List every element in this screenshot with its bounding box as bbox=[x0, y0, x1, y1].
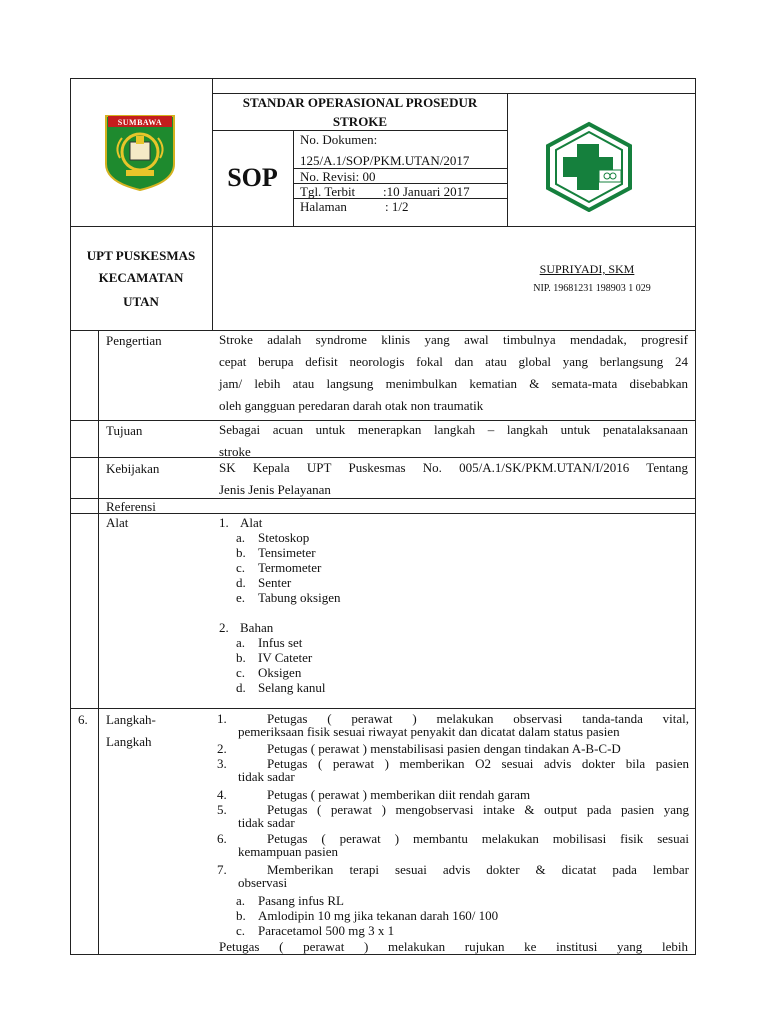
group-title-alat: Alat bbox=[240, 515, 263, 530]
group-number: 1. bbox=[219, 515, 229, 530]
sop-label: SOP bbox=[227, 163, 278, 192]
doc-number-value: 125/A.1/SOP/PKM.UTAN/2017 bbox=[300, 153, 470, 168]
list-item: a. Infus set bbox=[236, 635, 303, 650]
list-item: d. Selang kanul bbox=[236, 680, 326, 695]
row-label-referensi: Referensi bbox=[106, 499, 156, 514]
row-label-langkah: Langkah- bbox=[106, 712, 156, 727]
list-item: a. Pasang infus RL bbox=[236, 893, 344, 908]
organization-line2: KECAMATAN bbox=[98, 270, 184, 285]
issue-date-value: :10 Januari 2017 bbox=[383, 184, 470, 199]
list-item: d. Senter bbox=[236, 575, 292, 590]
kebijakan-text bbox=[219, 457, 688, 501]
procedure-step: 7. Memberikan terapi sesuai advis dokter & dicatat pada lembar observasi bbox=[217, 862, 689, 890]
page-value: : 1/2 bbox=[385, 199, 409, 214]
puskesmas-logo bbox=[541, 120, 637, 212]
referral-line: Petugas ( perawat ) melakukan rujukan ke institusi yang lebih bbox=[219, 939, 688, 954]
list-item: e. Tabung oksigen bbox=[236, 590, 341, 605]
regency-logo-banner: SUMBAWA bbox=[117, 118, 163, 127]
tujuan-line: stroke bbox=[219, 444, 251, 459]
page-label: Halaman bbox=[300, 199, 347, 214]
doc-number-label: No. Dokumen: bbox=[300, 132, 378, 147]
row-number: 6. bbox=[78, 712, 88, 727]
row-label-langkah-2: Langkah bbox=[106, 734, 152, 749]
list-item: c. Oksigen bbox=[236, 665, 302, 680]
tujuan-line: Sebagai acuan untuk menerapkan langkah – langkah untuk penatalaksanaan bbox=[219, 422, 688, 437]
issue-date-label: Tgl. Terbit bbox=[300, 184, 356, 199]
row-label-tujuan: Tujuan bbox=[106, 423, 143, 438]
list-item: c. Termometer bbox=[236, 560, 322, 575]
organization-line1: UPT PUSKESMAS bbox=[86, 248, 196, 263]
list-item: b. Amlodipin 10 mg jika tekanan darah 160/ 100 bbox=[236, 908, 499, 923]
procedure-step: 2. Petugas ( perawat ) menstabilisasi pasien dengan tindakan A-B-C-D bbox=[217, 741, 621, 756]
alat-list bbox=[236, 530, 341, 605]
procedure-step: 3. Petugas ( perawat ) memberikan O2 sesuai advis dokter bila pasien tidak sadar bbox=[217, 756, 689, 784]
pengertian-line: jam/ lebih atau langsung menimbulkan kematian & semata-mata disebabkan bbox=[219, 376, 688, 391]
list-item: b. Tensimeter bbox=[236, 545, 316, 560]
regency-logo bbox=[102, 112, 178, 192]
signer-nip: NIP. 19681231 198903 1 029 bbox=[533, 283, 651, 294]
revision-number: No. Revisi: 00 bbox=[300, 169, 376, 184]
row-label-alat: Alat bbox=[106, 515, 129, 530]
pengertian-line: oleh gangguan peredaran darah otak non traumatik bbox=[219, 398, 484, 413]
procedure-step: 5. Petugas ( perawat ) mengobservasi intake & output pada pasien yang tidak sadar bbox=[217, 802, 689, 830]
row-label-kebijakan: Kebijakan bbox=[106, 461, 160, 476]
list-item: b. IV Cateter bbox=[236, 650, 313, 665]
procedure-step: 1. Petugas ( perawat ) melakukan observasi tanda-tanda vital, pemeriksaan fisik sesuai riwayat penyakit dan dicatat dalam status pasien bbox=[217, 711, 689, 739]
document-title: STANDAR OPERASIONAL PROSEDUR bbox=[242, 95, 478, 110]
group-number: 2. bbox=[219, 620, 229, 635]
signer-name: SUPRIYADI, SKM bbox=[539, 262, 635, 276]
procedure-step: 6. Petugas ( perawat ) membantu melakukan mobilisasi fisik sesuai kemampuan pasien bbox=[217, 831, 689, 859]
medication-list bbox=[236, 893, 498, 938]
organization-line3: UTAN bbox=[123, 294, 159, 309]
group-title-bahan: Bahan bbox=[240, 620, 274, 635]
pengertian-line: cepat berupa defisit neorologis fokal dan atau global yang berlangsung 24 bbox=[219, 354, 688, 369]
list-item: a. Stetoskop bbox=[236, 530, 310, 545]
row-label-pengertian: Pengertian bbox=[106, 333, 162, 348]
pengertian-text bbox=[219, 329, 688, 417]
kebijakan-line: Jenis Jenis Pelayanan bbox=[219, 482, 331, 497]
bahan-list bbox=[236, 635, 326, 695]
pengertian-line: Stroke adalah syndrome klinis yang awal timbulnya mendadak, progresif bbox=[219, 332, 688, 347]
procedure-step: 4. Petugas ( perawat ) memberikan diit rendah garam bbox=[217, 787, 531, 802]
list-item: c. Paracetamol 500 mg 3 x 1 bbox=[236, 923, 395, 938]
document-subject: STROKE bbox=[332, 114, 388, 129]
kebijakan-line: SK Kepala UPT Puskesmas No. 005/A.1/SK/PKM.UTAN/I/2016 Tentang bbox=[219, 460, 688, 475]
